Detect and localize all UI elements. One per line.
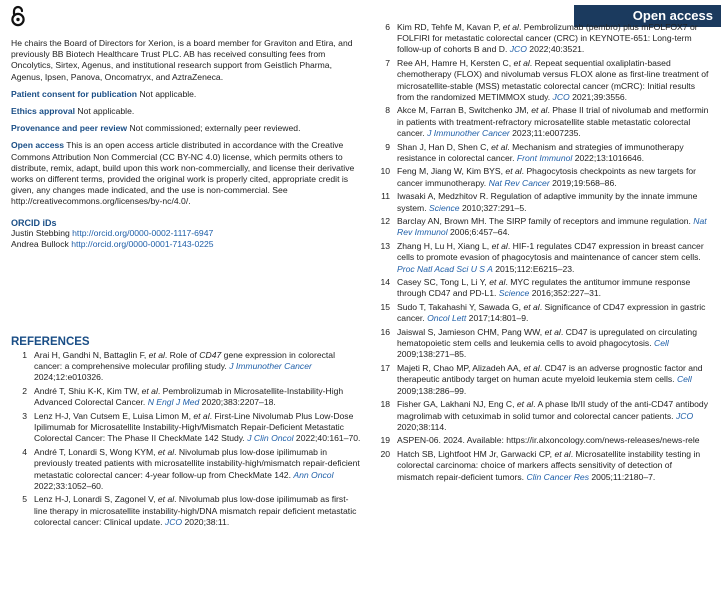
reference-journal-link[interactable]: N Engl J Med [147,397,200,408]
reference-journal-link[interactable]: Proc Natl Acad Sci U S A [397,263,493,274]
reference-citation: 2020;38:114. [397,421,447,432]
reference-et-al: et al [141,386,158,397]
reference-item [374,216,710,238]
reference-text: Sudo T, Takahashi Y, Sawada G, [397,302,524,313]
reference-item [374,22,710,56]
reference-et-al: et al [193,411,210,422]
reference-text: . MYC regulates the antitumor immune response through CD47 and PD-L1. [397,277,691,299]
reference-citation: 2024;12:e010326. [34,372,104,383]
reference-text: . Phase II trial of nivolumab and metformin in patients with treatment-refractory microsatellite stable metastatic colorectal cancer. [397,105,709,138]
reference-journal-link[interactable]: J Clin Oncol [247,433,294,444]
reference-journal-link[interactable]: Nat Rev Cancer [488,177,550,188]
reference-journal-link[interactable]: JCO [675,410,694,421]
reference-number: 13 [380,241,390,252]
reference-citation: 2006;6:457–64. [447,227,510,238]
reference-text: . Nivolumab plus low-dose ipilimumab in previously treated patients with microsatellite instability-high/mismatch repair-deficient metastatic colorectal cancer: 4-year follow-up from CheckMate 142. [34,447,360,480]
reference-et-al: et al [513,58,530,69]
reference-citation: 2022;13:1016646. [572,152,644,163]
reference-text: Fisher GA, Lakhani NJ, Eng C, [397,399,517,410]
reference-text: Feng M, Jiang W, Kim BYS, [397,166,506,177]
reference-italic: CD47 [199,350,222,360]
reference-et-al: et al [157,447,175,458]
orcid-name: Justin Stebbing [11,227,70,238]
orcid-row [11,239,361,250]
reference-item [374,58,710,103]
reference-text: . Repeat sequential oxaliplatin-based chemotherapy (FLOX) and nivolumab versus FLOX alone as first-line treatment of microsatellite-stable (MSS) metastatic colorectal cancer (mCRC): Initial results from the randomized METIMMOX study. [397,58,709,102]
reference-text: Lenz H-J, Van Cutsem E, Luisa Limon M, [34,411,194,422]
disclosure-paragraph: He chairs the Board of Directors for Xerion, is a board member for Graviton and Etira, and previously BB Biotech Healthcare Trust PLC. AB has received consulting fees from Oncolytics, Sirtex, Agenus, and institutional research support from Geistlich Pharma, Agenus, Ipsen, Panova, Oncomatryx, and AztraZeneca. [11,38,353,82]
reference-text: Akce M, Farran B, Switchenko JM, [397,105,532,116]
reference-number: 17 [380,363,390,374]
reference-number: 11 [381,191,390,202]
reference-item [11,447,361,492]
reference-text: . HIF-1 regulates CD47 expression in breast cancer cells to promote evasion of phagocytosis and maintenance of cancer stem cells. [397,241,704,263]
reference-et-al: et al [523,302,540,313]
orcid-title: ORCID iDs [11,217,57,228]
reference-number: 19 [380,435,390,446]
reference-number: 9 [385,141,390,152]
reference-et-al: et al [544,327,561,338]
reference-text: . Significance of CD47 expression in gastric cancer. [397,302,706,324]
ethics-approval-text: Not applicable. [77,106,135,117]
reference-text: Majeti R, Chao MP, Alizadeh AA, [397,363,524,374]
reference-number: 18 [380,399,390,410]
reference-item [374,277,710,299]
reference-journal-link[interactable]: JCO [164,516,183,527]
reference-text: ASPEN-06. 2024. Available: https://ir.alxoncology.com/news-releases/news-rele [397,435,700,446]
reference-text: Casey SC, Tong L, Li Y, [397,277,490,288]
reference-item [11,411,361,445]
orcid-link[interactable]: http://orcid.org/0000-0002-1117-6947 [72,227,214,238]
reference-number: 3 [22,411,27,422]
reference-citation: 2009;138:286–99. [397,385,467,396]
reference-citation: 2021;39:3556. [569,91,628,102]
reference-number: 15 [380,302,390,313]
reference-journal-link[interactable]: JCO [552,91,570,102]
reference-text: Iwasaki A, Medzhitov R. Regulation of adaptive immunity by the innate immune system. [397,191,698,213]
reference-journal-link[interactable]: Front Immunol [516,152,573,163]
open-access-statement [11,140,361,207]
reference-et-al: et al [491,241,508,252]
reference-item [374,142,710,164]
reference-item [374,435,710,446]
reference-et-al: et al [489,277,506,288]
reference-journal-link[interactable]: JCO [509,44,527,55]
reference-number: 4 [22,447,27,458]
orcid-link[interactable]: http://orcid.org/0000-0001-7143-0225 [71,238,214,249]
reference-item [374,191,710,213]
reference-journal-link[interactable]: J Immunother Cancer [229,361,312,372]
reference-et-al: et al [523,363,540,374]
reference-et-al: et al [554,449,571,460]
reference-text: André T, Shiu K-K, Kim TW, [34,386,142,397]
reference-et-al: et al [505,166,522,177]
reference-text: . Nivolumab plus low-dose ipilimumab as first-line therapy in microsatellite instability-high/DNA mismatch repair deficient metastatic colorectal cancer: Clinical update. [34,494,357,527]
reference-text: Ree AH, Hamre H, Kersten C, [397,58,514,69]
ethics-approval-label: Ethics approval [11,106,75,117]
reference-text: . Role of [164,350,200,360]
reference-text: Arai H, Gandhi N, Battaglin F, [34,350,149,360]
reference-citation: 2015;112:E6215–23. [492,263,575,274]
reference-number: 5 [22,494,27,505]
reference-item [11,350,361,384]
reference-text: . CD47 is an adverse prognostic factor and therapeutic antibody target on human acute myeloid leukemia stem cells. [397,363,703,385]
reference-text: Barclay AN, Brown MH. The SIRP family of receptors and immune regulation. [397,216,694,227]
reference-item [374,449,710,483]
reference-text: gene expression in colorectal cancer: a comprehensive molecular profiling study. [34,350,335,372]
reference-number: 12 [380,216,390,227]
reference-item [374,241,710,275]
reference-number: 8 [385,105,390,116]
reference-text: . CD47 is upregulated on circulating hematopoietic stem cells and leukemia cells to avoid phagocytosis. [397,327,697,349]
open-access-label: Open access [11,140,65,151]
reference-citation: 2005;11:2180–7. [589,471,656,482]
patient-consent [11,89,361,100]
reference-text: . First-Line Nivolumab Plus Low-Dose Ipilimumab for Microsatellite Instability-High/Mismatch Repair-Deficient Metastatic Colorectal Cancer: The Phase II CheckMate 142 Study. [34,411,354,444]
reference-journal-link[interactable]: Nat Rev Immunol [397,216,707,238]
reference-journal-link[interactable]: Oncol Lett [427,313,467,324]
reference-text: André T, Lonardi S, Wong KYM, [34,447,158,458]
reference-text: Kim RD, Tehfe M, Kavan P, [397,22,503,32]
reference-citation: 2019;19:568–86. [549,177,617,188]
references-title: REFERENCES [11,336,90,348]
reference-et-al: et al [157,494,175,505]
reference-citation: 2020;383:2207–18. [199,397,276,408]
reference-number: 10 [380,166,390,177]
reference-et-al: et al [502,22,519,32]
reference-citation: 2017;14:801–9. [466,313,529,324]
reference-text: Zhang H, Lu H, Xiang L, [397,241,492,252]
reference-text: Shan J, Han D, Shen C, [397,141,492,152]
references-list-right [374,22,710,485]
reference-text: . Phagocytosis checkpoints as new targets for cancer immunotherapy. [397,166,697,188]
reference-text: . Pembrolizumab in Microsatellite-Instability-High Advanced Colorectal Cancer. [34,386,344,408]
orcid-row [11,228,361,239]
reference-et-al: et al [531,105,548,116]
reference-number: 14 [380,277,390,288]
reference-item [374,363,710,397]
reference-citation: 2010;327:291–5. [459,202,527,213]
reference-item [374,399,710,433]
reference-et-al: et al [491,141,508,152]
reference-text: . Microsatellite instability testing in colorectal carcinoma: choice of markers affects sensitivity of detection of mismatch repair-deficient tumors. [397,449,701,482]
provenance-label: Provenance and peer review [11,123,128,134]
reference-number: 16 [380,327,390,338]
patient-consent-text: Not applicable. [139,88,197,99]
reference-item [11,386,361,408]
reference-citation: 2022;40:161–70. [293,433,361,444]
reference-citation: 2022;33:1052–60. [34,480,104,491]
reference-citation: 2022;40:3521. [526,44,585,55]
reference-number: 7 [385,58,390,69]
reference-journal-link[interactable]: Ann Oncol [293,469,334,480]
reference-text: Jaiswal S, Jamieson CHM, Pang WW, [397,327,545,338]
reference-number: 20 [380,449,390,460]
reference-number: 6 [385,22,390,32]
reference-text: . Mechanism and strategies of immunotherapy resistance in colorectal cancer. [397,141,684,163]
open-access-lock-icon [8,5,28,27]
reference-journal-link[interactable]: Science [498,288,530,299]
reference-number: 1 [22,350,27,360]
reference-et-al: et al [148,350,165,360]
patient-consent-label: Patient consent for publication [11,88,138,99]
reference-journal-link[interactable]: Cell [676,374,692,385]
reference-text: . A phase Ib/II study of the anti-CD47 antibody magrolimab with cetuximab in solid tumor and colorectal cancer patients. [397,399,708,421]
ethics-approval [11,106,361,117]
reference-item [11,494,361,528]
reference-citation: 2016;352:227–31. [529,288,602,299]
orcid-name: Andrea Bullock [11,238,69,249]
reference-citation: 2009;138:271–85. [397,349,467,360]
reference-journal-link[interactable]: Science [429,202,460,213]
provenance-text: Not commissioned; externally peer reviewed. [129,123,301,134]
reference-citation: 2023;11:e007235. [509,127,581,138]
reference-item [374,166,710,188]
reference-number: 2 [22,386,27,397]
front-matter-column [11,38,361,250]
reference-journal-link[interactable]: Clin Cancer Res [526,471,590,482]
open-access-text: This is an open access article distributed in accordance with the Creative Commons Attribution Non Commercial (CC BY-NC 4.0) license, which permits others to distribute, remix, adapt, build upon this work non-commercially, and license their derivative works on different terms, provided the original work is properly cited, appropriate credit is given, any changes made indicated, and the use is non-commercial. See http://creativecommons.org/licenses/by-nc/4.0/. [11,140,355,207]
reference-citation: 2020;38:11. [182,516,230,527]
reference-text: Hatch SB, Lightfoot HM Jr, Garwacki CP, [397,449,555,460]
references-list-left [11,350,361,531]
reference-item [374,302,710,324]
reference-journal-link[interactable]: Cell [654,338,669,349]
reference-journal-link[interactable]: J Immunother Cancer [427,127,510,138]
open-access-banner-text: Open access [632,8,713,23]
reference-text: Lenz H-J, Lonardi S, Zagonel V, [34,494,158,505]
reference-item [374,105,710,139]
reference-text: . Pembrolizumab (pembro) plus mFOLFOX7 or FOLFIRI for metastatic colorectal cancer (CRC) in KEYNOTE-651: Long-term follow-up of cohorts B and D. [397,22,698,55]
reference-et-al: et al [516,399,534,410]
provenance [11,123,361,134]
reference-item [374,327,710,361]
